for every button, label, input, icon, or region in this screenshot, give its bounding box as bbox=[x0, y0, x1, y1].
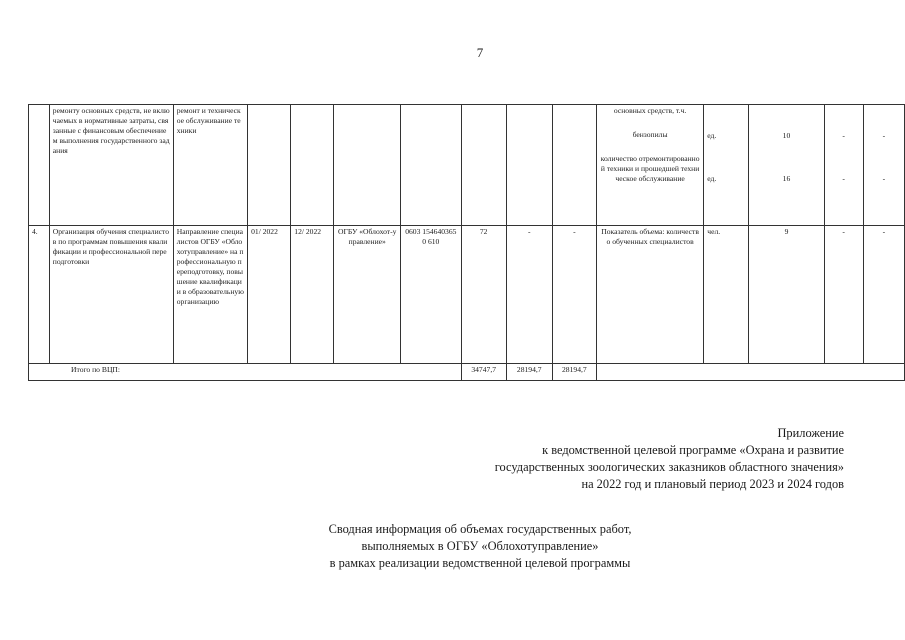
appendix-line: к ведомственной целевой программе «Охрана и развитие bbox=[542, 443, 844, 457]
summary-line: выполняемых в ОГБУ «Облохотуправление» bbox=[361, 539, 599, 553]
appendix-block bbox=[495, 425, 844, 493]
appendix-title: Приложение bbox=[777, 426, 844, 440]
row-number bbox=[29, 105, 50, 226]
total-row bbox=[29, 364, 905, 381]
value-2024-cell: - bbox=[863, 226, 904, 364]
dash-a2: - bbox=[882, 131, 886, 140]
indicator-cell bbox=[596, 105, 703, 226]
dash-b2: - bbox=[882, 174, 886, 184]
event-name-cell: Организация обучения специалистов по программам повышения квалификации и профессиональной переподготовки bbox=[49, 226, 173, 364]
value-b: 16 bbox=[782, 174, 791, 184]
indicator-chainsaws: бензопилы bbox=[632, 130, 668, 140]
summary-heading bbox=[0, 521, 905, 572]
unit-a: ед. bbox=[707, 131, 717, 140]
table-row bbox=[29, 226, 905, 364]
value-2022-cell bbox=[749, 105, 824, 226]
start-date-cell bbox=[248, 105, 291, 226]
dash-b1: - bbox=[842, 174, 845, 184]
amount-2023-cell bbox=[506, 105, 552, 226]
total-label: Итого по ВЦП: bbox=[29, 364, 462, 381]
page-number: 7 bbox=[476, 45, 484, 60]
amount-2024-cell bbox=[552, 105, 596, 226]
indicator-cell: Показатель объема: количество обученных специалистов bbox=[596, 226, 703, 364]
start-date-cell: 01/ 2022 bbox=[248, 226, 291, 364]
executor-cell bbox=[334, 105, 401, 226]
unit-cell: чел. bbox=[704, 226, 749, 364]
value-2023-cell bbox=[824, 105, 863, 226]
budget-code-cell: 0603 1546403650 610 bbox=[401, 226, 462, 364]
total-amount-2024: 28194,7 bbox=[552, 364, 596, 381]
end-date-cell bbox=[291, 105, 334, 226]
budget-code-cell bbox=[401, 105, 462, 226]
indicator-head: основных средств, т.ч. bbox=[613, 106, 687, 115]
indicator-repaired-equipment: количество отремонтированной техники и прошедшей техническое обслуживание bbox=[600, 154, 700, 184]
executor-cell: ОГБУ «Облохот-управление» bbox=[334, 226, 401, 364]
end-date-cell: 12/ 2022 bbox=[291, 226, 334, 364]
value-a: 10 bbox=[782, 131, 791, 140]
amount-2022-cell bbox=[461, 105, 506, 226]
dash-a1: - bbox=[842, 131, 845, 140]
value-2024-cell bbox=[863, 105, 904, 226]
total-amount-2023: 28194,7 bbox=[506, 364, 552, 381]
table-row bbox=[29, 105, 905, 226]
row-number: 4. bbox=[29, 226, 50, 364]
summary-line: в рамках реализации ведомственной целевой программы bbox=[329, 556, 631, 570]
amount-2023-cell: - bbox=[506, 226, 552, 364]
unit-cell bbox=[704, 105, 749, 226]
total-empty-cell bbox=[596, 364, 904, 381]
direction-cell: ремонт и техническое обслуживание техники bbox=[173, 105, 247, 226]
total-amount-2022: 34747,7 bbox=[461, 364, 506, 381]
unit-b: ед. bbox=[707, 174, 717, 184]
value-2023-cell: - bbox=[824, 226, 863, 364]
summary-line: Сводная информация об объемах государственных работ, bbox=[328, 522, 632, 536]
amount-2024-cell: - bbox=[552, 226, 596, 364]
program-table bbox=[28, 104, 905, 381]
amount-2022-cell: 72 bbox=[461, 226, 506, 364]
value-2022-cell: 9 bbox=[749, 226, 824, 364]
event-name-cell: ремонту основных средств, не включаемых в нормативные затраты, связанные с финансовым обеспечением выполнения государственного задания bbox=[49, 105, 173, 226]
appendix-line: государственных зоологических заказников областного значения» bbox=[494, 460, 844, 474]
direction-cell: Направление специалистов ОГБУ «Облохотуправление» на профессиональную переподготовку, повышение квалификации в образовательную организацию bbox=[173, 226, 247, 364]
appendix-line: на 2022 год и плановый период 2023 и 2024 годов bbox=[581, 477, 844, 491]
